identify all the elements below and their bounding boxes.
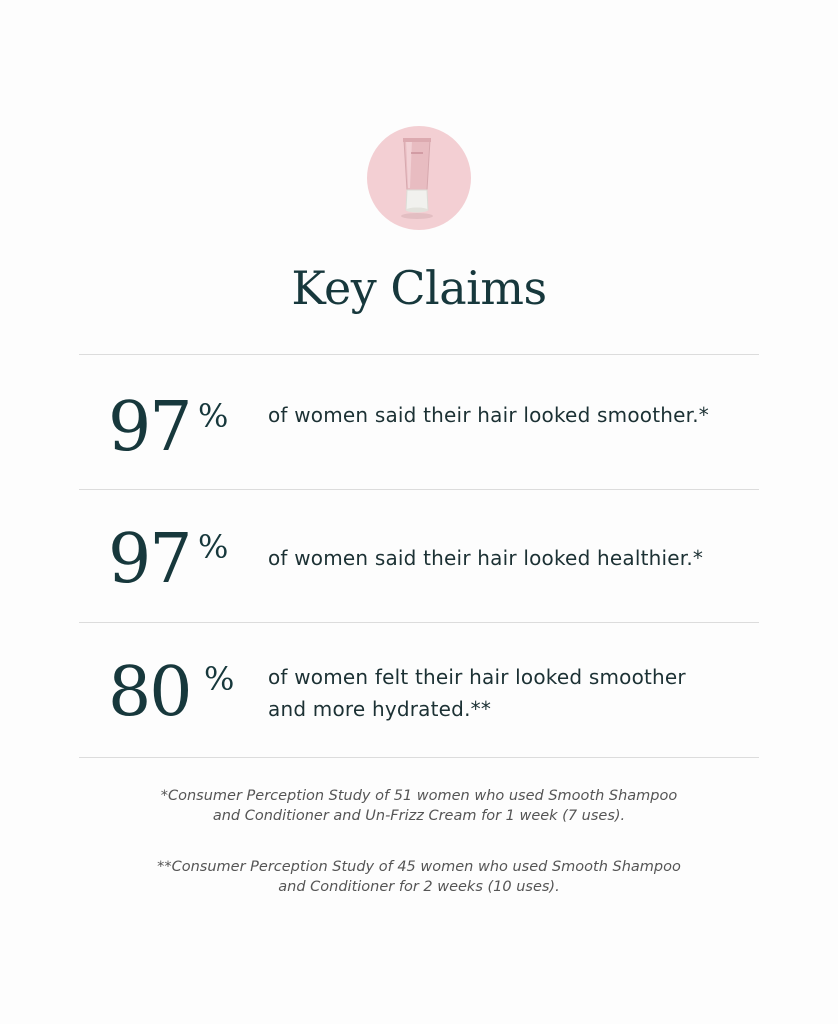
claim-text: of women said their hair looked smoother.*	[268, 403, 709, 427]
percent-sign: %	[198, 528, 229, 566]
claim-text-line: and more hydrated.**	[268, 697, 492, 721]
claim-number: 97	[108, 388, 191, 467]
divider	[79, 622, 759, 623]
footnote-line: and Conditioner and Un-Frizz Cream for 1 week (7 uses).	[212, 808, 626, 824]
claim-text: of women said their hair looked healthier.*	[268, 546, 704, 570]
divider	[79, 489, 759, 490]
footnote-line: **Consumer Perception Study of 45 women who used Smooth Shampoo	[157, 859, 681, 875]
page-title: Key Claims	[291, 261, 547, 315]
footnote-line: and Conditioner for 2 weeks (10 uses).	[278, 879, 560, 895]
claim-text	[268, 661, 758, 725]
product-image	[367, 126, 471, 230]
percent-sign: %	[204, 660, 235, 698]
footnote	[0, 857, 838, 897]
claim-text-line: of women felt their hair looked smoother	[268, 665, 686, 689]
divider	[79, 757, 759, 758]
claim-number: 97	[108, 520, 191, 599]
footnote	[0, 786, 838, 826]
pink-tube-icon	[367, 126, 471, 230]
divider	[79, 354, 759, 355]
claim-number: 80	[108, 653, 191, 732]
percent-sign: %	[198, 397, 229, 435]
footnote-line: *Consumer Perception Study of 51 women who used Smooth Shampoo	[160, 788, 678, 804]
